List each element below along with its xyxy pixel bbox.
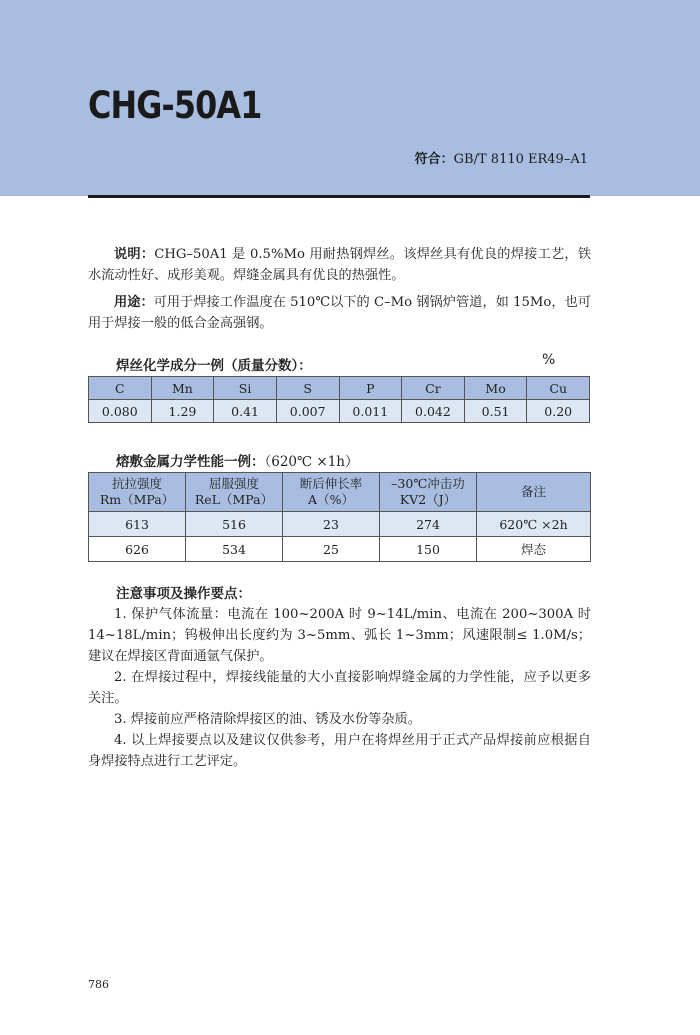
header-line: ReL（MPa）: [194, 492, 274, 507]
mechanical-cell: 焊态: [477, 537, 591, 562]
mechanical-header-cell: [283, 473, 380, 512]
note-item: 1. 保护气体流量：电流在 100~200A 时 9~14L/min、电流在 200~300A 时 14~18L/min；钨极伸出长度约为 3~5mm、弧长 1~3mm；风速限制≤ 1.0M/s；建议在焊接区背面通氩气保护。: [88, 607, 591, 664]
product-title: CHG-50A1: [88, 84, 262, 127]
header-line: A（%）: [308, 492, 354, 507]
header-line: –30℃冲击功: [391, 476, 465, 491]
chemistry-value-cell: 0.042: [402, 400, 465, 423]
usage-label: 用途：: [114, 295, 154, 310]
mechanical-cell: 613: [89, 512, 186, 537]
description-paragraph: [88, 244, 591, 286]
header-line: 备注: [520, 484, 546, 499]
usage-paragraph: [88, 292, 591, 334]
chemistry-header-cell: Mo: [464, 377, 527, 400]
header-line: Rm（MPa）: [99, 492, 175, 507]
chemistry-header-cell: Cu: [527, 377, 590, 400]
mechanical-header-row: [89, 473, 591, 512]
chemistry-header-cell: C: [89, 377, 152, 400]
mechanical-header-cell: [186, 473, 283, 512]
chemistry-header-cell: Mn: [151, 377, 214, 400]
conformance-value: GB/T 8110 ER49–A1: [453, 152, 588, 167]
chemistry-header-cell: S: [276, 377, 339, 400]
usage-text: 可用于焊接工作温度在 510℃以下的 C–Mo 钢锅炉管道，如 15Mo，也可用于焊接一般的低合金高强钢。: [88, 295, 591, 331]
mechanical-header-cell: [380, 473, 477, 512]
mechanical-cell: 150: [380, 537, 477, 562]
chemistry-value-cell: 0.51: [464, 400, 527, 423]
description-text: CHG–50A1 是 0.5%Mo 用耐热钢焊丝。该焊丝具有优良的焊接工艺，铁水流动性好、成形美观。焊缝金属具有优良的热强性。: [88, 247, 592, 283]
notes-title-text: 注意事项及操作要点：: [116, 586, 251, 602]
mechanical-header-cell: [89, 473, 186, 512]
description-label: 说明：: [114, 247, 155, 262]
mechanical-cell: 534: [186, 537, 283, 562]
chemistry-value-cell: 1.29: [151, 400, 214, 423]
mechanical-condition: （620℃ ×1h）: [264, 454, 359, 470]
chemistry-value-cell: 0.007: [276, 400, 339, 423]
note-item: 4. 以上焊接要点以及建议仅供参考，用户在将焊丝用于正式产品焊接前应根据自身焊接特点进行工艺评定。: [88, 733, 591, 769]
chemistry-table: [88, 376, 590, 423]
mechanical-cell: 620℃ ×2h: [477, 512, 591, 537]
chemistry-value-cell: 0.41: [214, 400, 277, 423]
mechanical-cell: 274: [380, 512, 477, 537]
notes-list: [88, 604, 591, 772]
notes-title: [116, 582, 251, 602]
mechanical-title-text: 熔敷金属力学性能一例：: [116, 454, 265, 470]
mechanical-row: [89, 512, 591, 537]
conformance-label: 符合：: [414, 152, 454, 167]
chemistry-value-cell: 0.20: [527, 400, 590, 423]
header-line: 抗拉强度: [111, 476, 162, 491]
mechanical-table: [88, 472, 591, 562]
chemistry-header-cell: P: [339, 377, 402, 400]
note-item: 2. 在焊接过程中，焊接线能量的大小直接影响焊缝金属的力学性能，应予以更多关注。: [88, 670, 591, 706]
page-number: 786: [88, 978, 109, 991]
header-rule: [88, 195, 590, 198]
conformance-standard: [415, 148, 588, 167]
chemistry-value-cell: 0.011: [339, 400, 402, 423]
mechanical-header-cell: [477, 473, 591, 512]
chemistry-header-cell: Si: [214, 377, 277, 400]
mechanical-row: [89, 537, 591, 562]
chemistry-header-row: [89, 377, 590, 400]
header-line: 断后伸长率: [299, 476, 363, 491]
chemistry-title: [116, 354, 312, 374]
header-line: 屈服强度: [208, 476, 259, 491]
mechanical-cell: 25: [283, 537, 380, 562]
chemistry-value-cell: 0.080: [89, 400, 152, 423]
note-item: 3. 焊接前应严格清除焊接区的油、锈及水份等杂质。: [114, 712, 421, 727]
chemistry-title-text: 焊丝化学成分一例（质量分数）：: [116, 358, 312, 374]
header-line: KV2（J）: [399, 492, 457, 507]
mechanical-cell: 516: [186, 512, 283, 537]
chemistry-header-cell: Cr: [402, 377, 465, 400]
mechanical-cell: 626: [89, 537, 186, 562]
chemistry-value-row: [89, 400, 590, 423]
mechanical-cell: 23: [283, 512, 380, 537]
mechanical-title: [116, 450, 359, 470]
chemistry-unit: %: [542, 352, 556, 368]
